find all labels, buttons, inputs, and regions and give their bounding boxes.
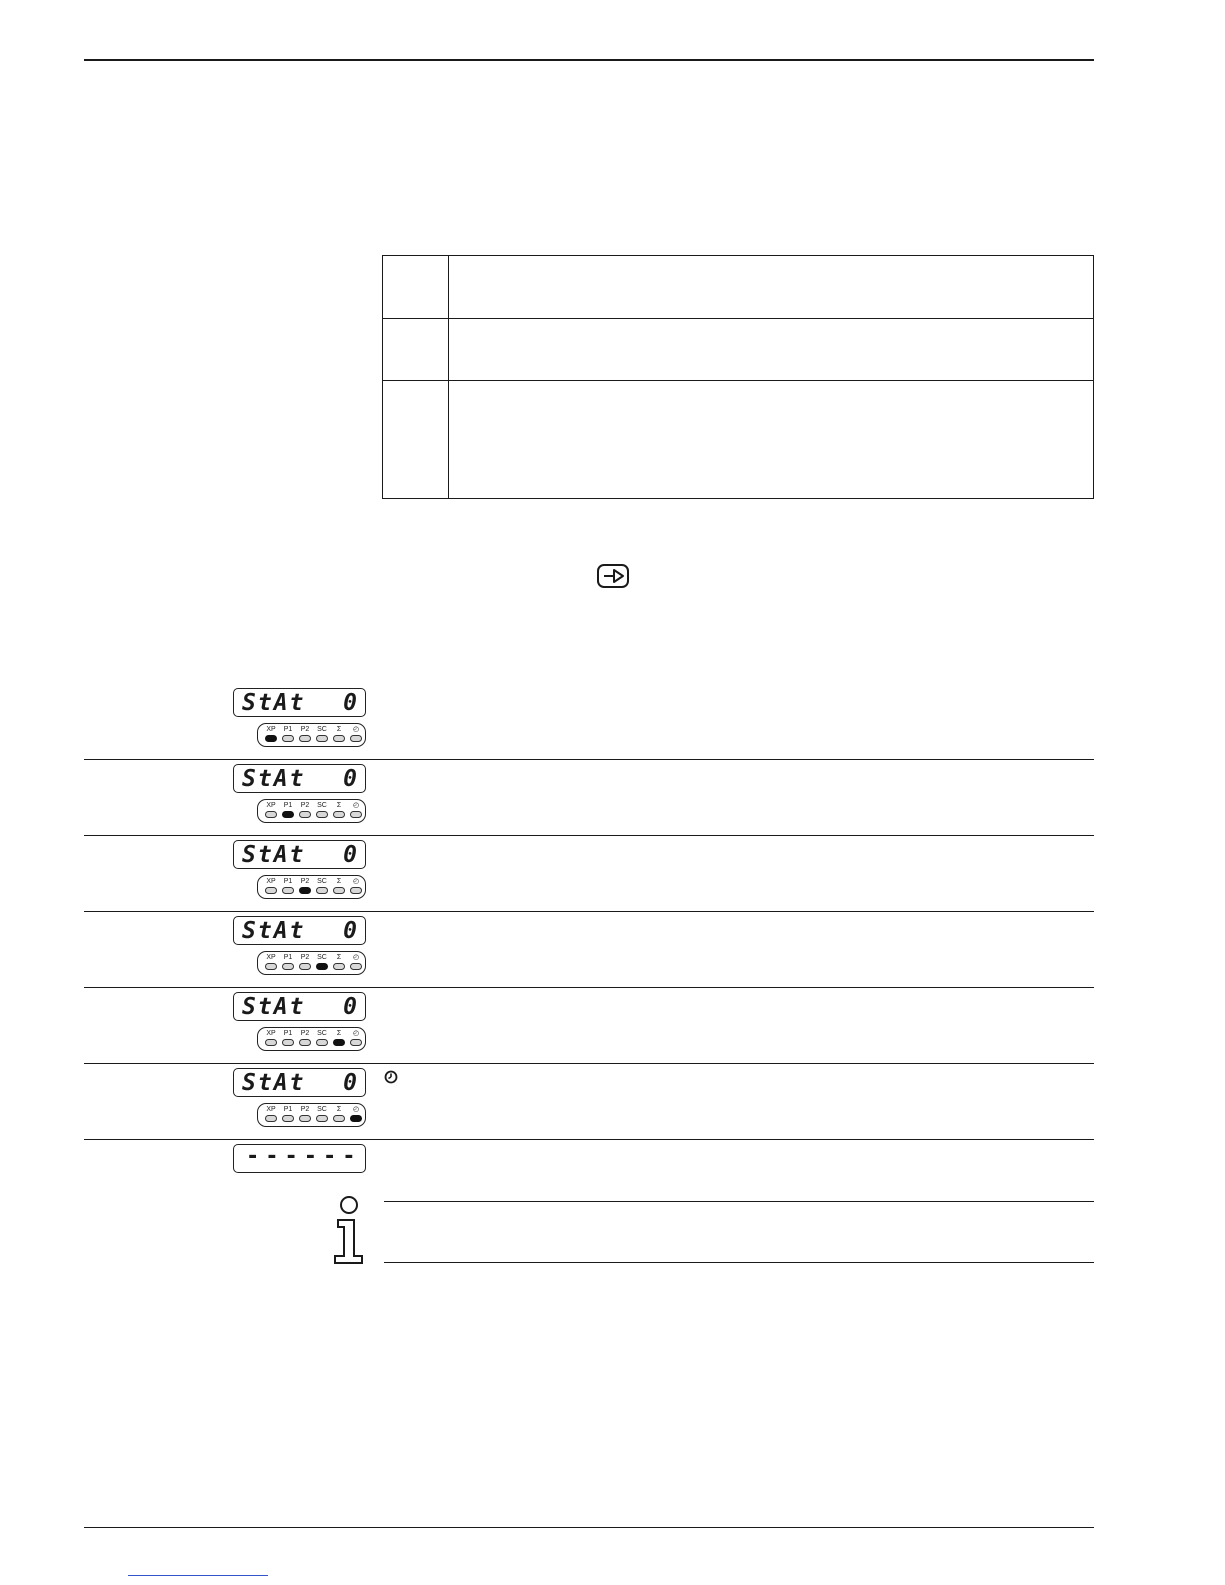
led-label: XP (266, 878, 276, 885)
led-off-icon (333, 963, 345, 970)
led-off-icon (333, 811, 345, 818)
led-indicator-strip (257, 1027, 366, 1051)
led-label: P2 (300, 1106, 310, 1113)
led-label: SC (317, 802, 327, 809)
led-indicator (280, 877, 296, 894)
led-on-icon (265, 735, 277, 742)
led-indicator (331, 953, 347, 970)
led-on-icon (282, 811, 294, 818)
led-indicator (297, 1029, 313, 1046)
clock-icon (384, 1070, 398, 1084)
led-off-icon (333, 735, 345, 742)
lcd-display-digit: 0 (343, 1070, 357, 1096)
lcd-display-digit: 0 (343, 842, 357, 868)
led-indicator (314, 1105, 330, 1122)
led-indicator (280, 801, 296, 818)
led-indicator (280, 1029, 296, 1046)
led-off-icon (299, 735, 311, 742)
led-on-icon (316, 963, 328, 970)
led-off-icon (265, 963, 277, 970)
led-indicator-strip (257, 1103, 366, 1127)
enter-key-icon (597, 564, 629, 588)
led-label: ◴ (352, 1030, 360, 1037)
led-indicator-strip (257, 951, 366, 975)
footer-link-underline[interactable] (128, 1575, 268, 1576)
led-indicator (331, 725, 347, 742)
led-indicator (297, 801, 313, 818)
led-off-icon (350, 811, 362, 818)
led-indicator (297, 877, 313, 894)
led-label: ◴ (352, 1106, 360, 1113)
led-off-icon (316, 887, 328, 894)
led-label: ◴ (352, 954, 360, 961)
led-indicator (280, 1105, 296, 1122)
led-label: P1 (283, 726, 293, 733)
led-indicator-strip (257, 875, 366, 899)
led-indicator (348, 801, 364, 818)
led-off-icon (282, 1039, 294, 1046)
led-indicator (314, 877, 330, 894)
led-indicator (263, 801, 279, 818)
table-row-divider (383, 380, 1093, 381)
lcd-display (233, 992, 366, 1021)
dash-display-text: ------ (246, 1144, 362, 1169)
led-off-icon (350, 1039, 362, 1046)
led-label: P1 (283, 802, 293, 809)
led-indicator (348, 877, 364, 894)
table-column-divider (448, 256, 449, 498)
led-label: Σ (336, 954, 342, 961)
led-on-icon (333, 1039, 345, 1046)
led-off-icon (282, 963, 294, 970)
row-divider (84, 911, 1094, 912)
led-off-icon (265, 1039, 277, 1046)
led-indicator (263, 725, 279, 742)
empty-table (382, 255, 1094, 499)
lcd-display-text: StAt (242, 994, 306, 1020)
led-label: SC (317, 954, 327, 961)
lcd-display-digit: 0 (343, 994, 357, 1020)
led-indicator (348, 725, 364, 742)
led-label: ◴ (352, 878, 360, 885)
led-indicator (263, 953, 279, 970)
led-label: P1 (283, 1106, 293, 1113)
led-indicator (280, 725, 296, 742)
lcd-display-text: StAt (242, 690, 306, 716)
led-off-icon (333, 1115, 345, 1122)
led-indicator (314, 725, 330, 742)
led-label: Σ (336, 1106, 342, 1113)
led-label: XP (266, 1106, 276, 1113)
led-label: P2 (300, 1030, 310, 1037)
led-off-icon (350, 887, 362, 894)
dash-display (233, 1144, 366, 1173)
row-divider (84, 759, 1094, 760)
led-indicator (297, 725, 313, 742)
lcd-display-digit: 0 (343, 766, 357, 792)
lcd-display (233, 916, 366, 945)
led-on-icon (299, 887, 311, 894)
led-indicator (348, 1029, 364, 1046)
row-divider (84, 987, 1094, 988)
led-off-icon (299, 811, 311, 818)
led-indicator (331, 801, 347, 818)
led-label: P1 (283, 954, 293, 961)
led-indicator (280, 953, 296, 970)
led-label: SC (317, 1106, 327, 1113)
led-label: Σ (336, 1030, 342, 1037)
led-off-icon (265, 811, 277, 818)
led-label: SC (317, 878, 327, 885)
led-label: ◴ (352, 726, 360, 733)
led-label: XP (266, 1030, 276, 1037)
led-indicator (331, 1029, 347, 1046)
led-indicator (297, 953, 313, 970)
led-label: P2 (300, 726, 310, 733)
led-label: P2 (300, 954, 310, 961)
footer-rule (84, 1527, 1094, 1528)
led-off-icon (265, 887, 277, 894)
led-off-icon (316, 735, 328, 742)
led-indicator-strip (257, 799, 366, 823)
info-icon (332, 1196, 366, 1266)
lcd-display-text: StAt (242, 1070, 306, 1096)
led-off-icon (299, 1115, 311, 1122)
led-label: SC (317, 1030, 327, 1037)
led-off-icon (316, 811, 328, 818)
note-bottom-rule (384, 1262, 1094, 1263)
row-divider (84, 1139, 1094, 1140)
table-row-divider (383, 318, 1093, 319)
lcd-display-text: StAt (242, 918, 306, 944)
led-indicator (331, 1105, 347, 1122)
led-indicator (263, 1029, 279, 1046)
header-rule (84, 59, 1094, 61)
lcd-display-digit: 0 (343, 690, 357, 716)
lcd-display-text: StAt (242, 766, 306, 792)
row-divider (84, 1063, 1094, 1064)
led-indicator (314, 801, 330, 818)
led-label: XP (266, 954, 276, 961)
led-label: P2 (300, 878, 310, 885)
lcd-display (233, 1068, 366, 1097)
led-indicator (314, 1029, 330, 1046)
led-indicator (331, 877, 347, 894)
led-indicator-strip (257, 723, 366, 747)
led-off-icon (350, 963, 362, 970)
led-off-icon (316, 1115, 328, 1122)
led-off-icon (316, 1039, 328, 1046)
led-off-icon (299, 963, 311, 970)
led-indicator (263, 1105, 279, 1122)
led-label: Σ (336, 802, 342, 809)
led-off-icon (282, 1115, 294, 1122)
led-label: P1 (283, 1030, 293, 1037)
note-top-rule (384, 1201, 1094, 1202)
lcd-display (233, 840, 366, 869)
lcd-display-digit: 0 (343, 918, 357, 944)
row-divider (84, 835, 1094, 836)
led-off-icon (282, 735, 294, 742)
led-off-icon (282, 887, 294, 894)
led-label: XP (266, 802, 276, 809)
led-label: XP (266, 726, 276, 733)
led-label: P2 (300, 802, 310, 809)
led-off-icon (265, 1115, 277, 1122)
lcd-display (233, 764, 366, 793)
led-on-icon (350, 1115, 362, 1122)
led-indicator (314, 953, 330, 970)
led-indicator (297, 1105, 313, 1122)
led-indicator (348, 953, 364, 970)
led-label: Σ (336, 878, 342, 885)
led-label: SC (317, 726, 327, 733)
lcd-display-text: StAt (242, 842, 306, 868)
lcd-display (233, 688, 366, 717)
led-off-icon (333, 887, 345, 894)
led-indicator (263, 877, 279, 894)
led-off-icon (350, 735, 362, 742)
led-label: ◴ (352, 802, 360, 809)
led-off-icon (299, 1039, 311, 1046)
led-label: Σ (336, 726, 342, 733)
led-label: P1 (283, 878, 293, 885)
led-indicator (348, 1105, 364, 1122)
